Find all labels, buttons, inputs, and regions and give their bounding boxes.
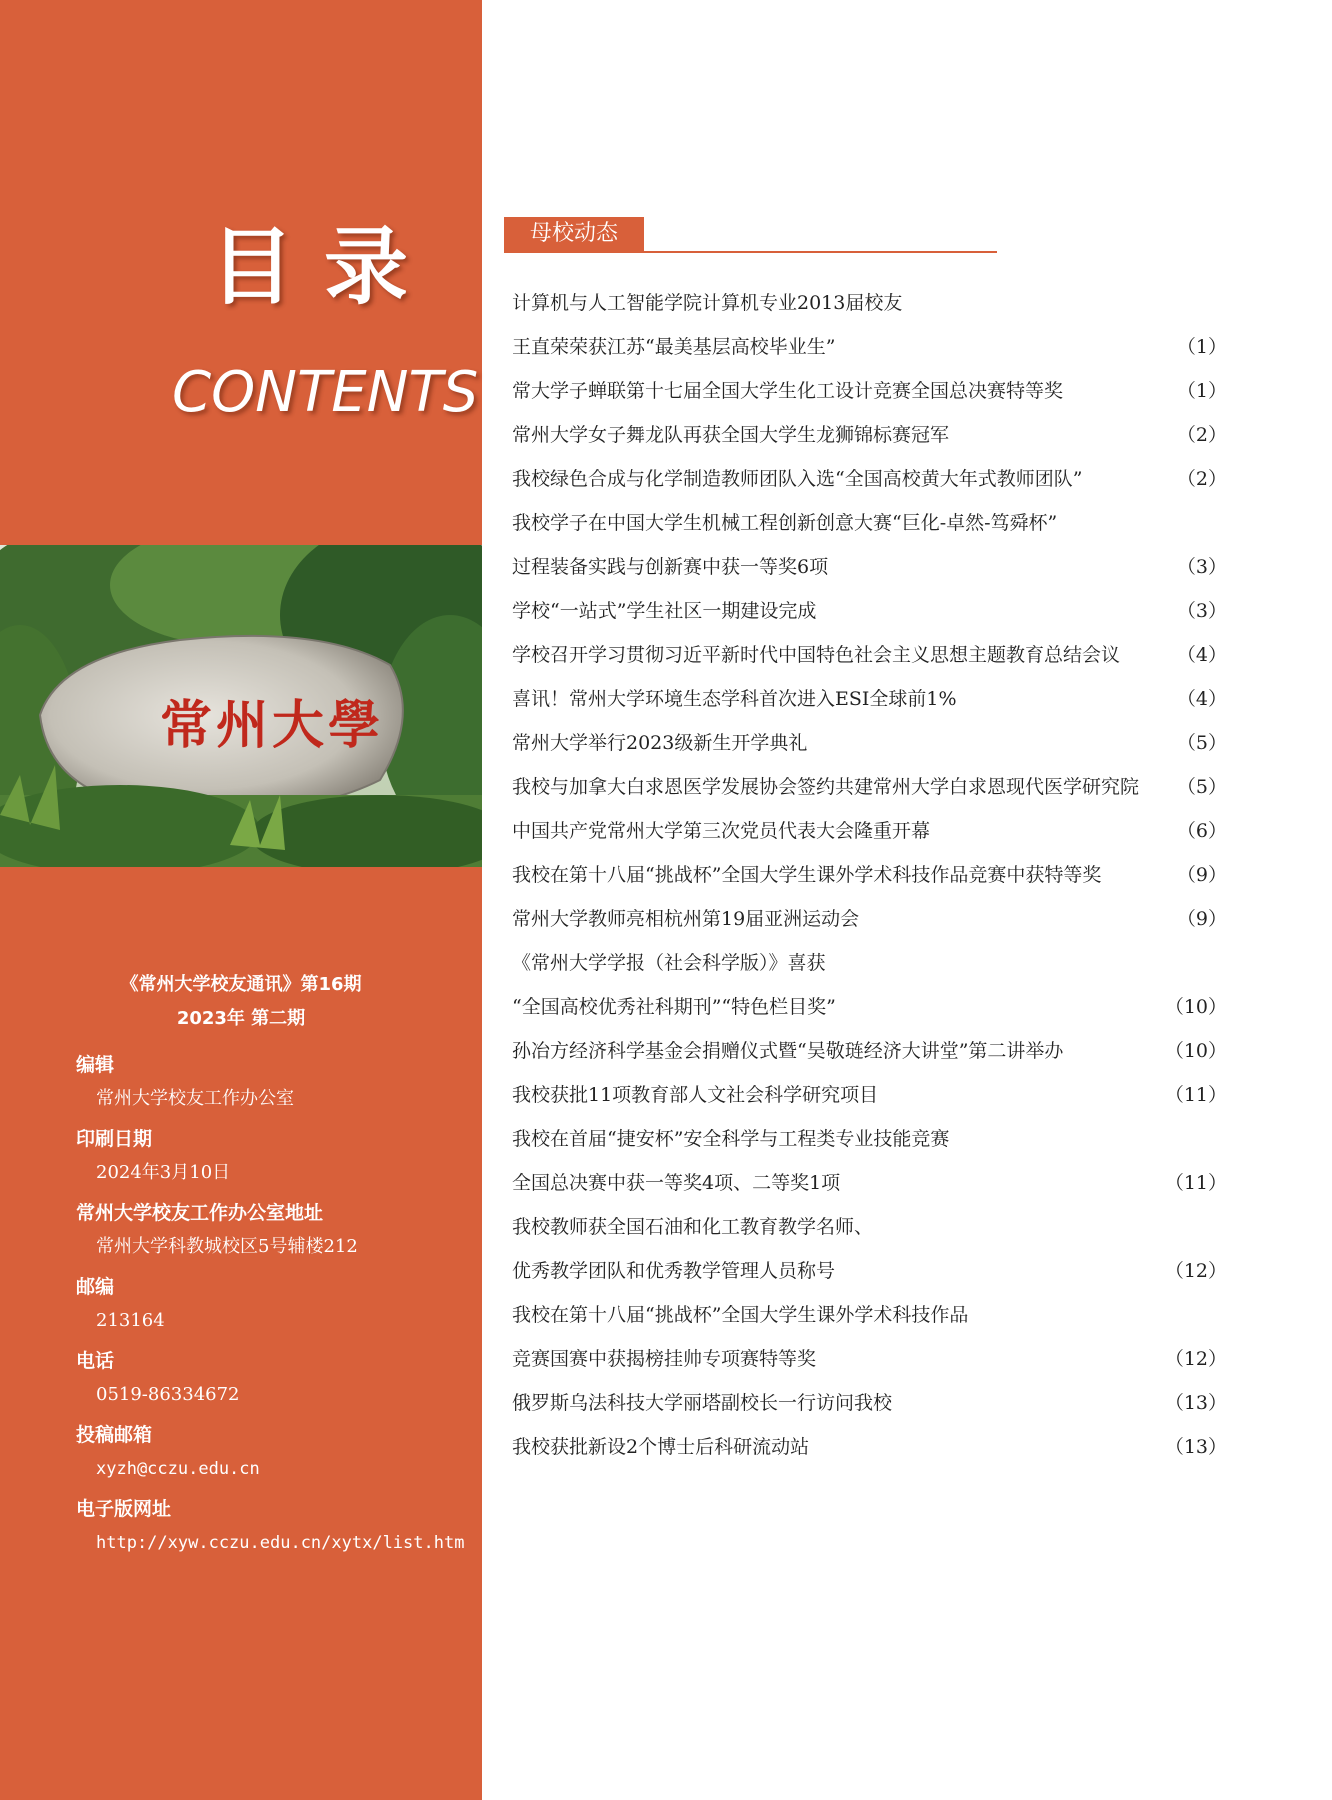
- section-title: 母校动态: [504, 217, 644, 251]
- title-english: CONTENTS: [172, 360, 479, 425]
- toc-entry-page: （1）: [1176, 336, 1227, 358]
- toc-entry-page: （2）: [1176, 424, 1227, 446]
- info-postcode: [76, 1270, 476, 1338]
- toc-entry[interactable]: [512, 547, 1227, 591]
- toc-entry-title: 《常州大学学报（社会科学版）》喜获: [512, 952, 826, 974]
- info-label: 电话: [76, 1350, 115, 1372]
- toc-entry-title: 我校绿色合成与化学制造教师团队入选“全国高校黄大年式教师团队”: [512, 468, 1083, 490]
- toc-entry-page: （10）: [1164, 1040, 1227, 1062]
- toc-entry[interactable]: [512, 327, 1227, 371]
- info-label: 编辑: [76, 1054, 115, 1076]
- toc-entry[interactable]: [512, 283, 1227, 327]
- toc-entry-title: 我校获批11项教育部人文社会科学研究项目: [512, 1084, 879, 1106]
- toc-entry-page: （10）: [1164, 996, 1227, 1018]
- toc-entry[interactable]: [512, 459, 1227, 503]
- toc-entry-title: 孙冶方经济科学基金会捐赠仪式暨“吴敬琏经济大讲堂”第二讲举办: [512, 1040, 1064, 1062]
- toc-entry[interactable]: [512, 1075, 1227, 1119]
- toc-entry-title: 优秀教学团队和优秀教学管理人员称号: [512, 1260, 836, 1282]
- toc-entry-title: 常大学子蝉联第十七届全国大学生化工设计竞赛全国总决赛特等奖: [512, 380, 1064, 402]
- toc-entry-page: （12）: [1164, 1348, 1227, 1370]
- toc-entry-title: 我校教师获全国石油和化工教育教学名师、: [512, 1216, 874, 1238]
- toc-entry-page: （4）: [1176, 644, 1227, 666]
- toc-entry-title: “全国高校优秀社科期刊”“特色栏目奖”: [512, 996, 836, 1018]
- toc-entry-page: （3）: [1176, 556, 1227, 578]
- toc-entry[interactable]: [512, 1383, 1227, 1427]
- toc-entry[interactable]: [512, 1163, 1227, 1207]
- toc-entry[interactable]: [512, 1295, 1227, 1339]
- info-address: [76, 1196, 476, 1264]
- info-print-date: [76, 1122, 476, 1190]
- toc-entry[interactable]: [512, 1251, 1227, 1295]
- toc-entry[interactable]: [512, 723, 1227, 767]
- toc-entry[interactable]: [512, 503, 1227, 547]
- toc-entry[interactable]: [512, 899, 1227, 943]
- toc-entry[interactable]: [512, 1427, 1227, 1471]
- toc-entry-page: （2）: [1176, 468, 1227, 490]
- toc-entry-title: 我校学子在中国大学生机械工程创新创意大赛“巨化-卓然-笃舜杯”: [512, 512, 1058, 534]
- toc-entry-title: 常州大学女子舞龙队再获全国大学生龙狮锦标赛冠军: [512, 424, 950, 446]
- toc-entry-page: （13）: [1164, 1392, 1227, 1414]
- info-value: 常州大学科教城校区5号辅楼212: [96, 1236, 358, 1257]
- info-value: 2024年3月10日: [96, 1162, 231, 1183]
- info-value: 0519-86334672: [96, 1384, 240, 1405]
- toc-entry[interactable]: [512, 635, 1227, 679]
- toc-entry-title: 常州大学举行2023级新生开学典礼: [512, 732, 808, 754]
- toc-entry[interactable]: [512, 811, 1227, 855]
- toc-entry-title: 王直荣荣获江苏“最美基层高校毕业生”: [512, 336, 836, 358]
- toc-entry-title: 俄罗斯乌法科技大学丽塔副校长一行访问我校: [512, 1392, 893, 1414]
- toc-entry[interactable]: [512, 987, 1227, 1031]
- toc-entry-page: （5）: [1176, 776, 1227, 798]
- section-header: [504, 217, 997, 253]
- info-label: 邮编: [76, 1276, 115, 1298]
- toc-entry[interactable]: [512, 1339, 1227, 1383]
- toc-entry-page: （5）: [1176, 732, 1227, 754]
- toc-entry-title: 我校在首届“捷安杯”安全科学与工程类专业技能竞赛: [512, 1128, 950, 1150]
- toc-entry[interactable]: [512, 679, 1227, 723]
- toc-entry-title: 学校“一站式”学生社区一期建设完成: [512, 600, 817, 622]
- email-link[interactable]: xyzh@cczu.edu.cn: [96, 1459, 260, 1479]
- toc-entry-page: （6）: [1176, 820, 1227, 842]
- info-label: 印刷日期: [76, 1128, 153, 1150]
- info-label: 电子版网址: [76, 1498, 172, 1520]
- toc-entry-page: （4）: [1176, 688, 1227, 710]
- toc-entry-title: 我校在第十八届“挑战杯”全国大学生课外学术科技作品竞赛中获特等奖: [512, 864, 1102, 886]
- issue-number: 2023年 第二期: [176, 1008, 306, 1029]
- toc-entry-page: （12）: [1164, 1260, 1227, 1282]
- toc-entry-page: （13）: [1164, 1436, 1227, 1458]
- info-label: 常州大学校友工作办公室地址: [76, 1202, 324, 1224]
- toc-entry-title: 全国总决赛中获一等奖4项、二等奖1项: [512, 1172, 841, 1194]
- toc-entry[interactable]: [512, 1207, 1227, 1251]
- toc-entry[interactable]: [512, 855, 1227, 899]
- toc-entry-title: 我校与加拿大白求恩医学发展协会签约共建常州大学白求恩现代医学研究院: [512, 776, 1140, 798]
- toc-entry-title: 计算机与人工智能学院计算机专业2013届校友: [512, 292, 903, 314]
- info-editor: [76, 1048, 476, 1116]
- toc-entry-title: 喜讯！常州大学环境生态学科首次进入ESI全球前1%: [512, 688, 957, 710]
- info-phone: [76, 1344, 476, 1412]
- toc-entry-title: 过程装备实践与创新赛中获一等奖6项: [512, 556, 829, 578]
- toc-entry-page: （3）: [1176, 600, 1227, 622]
- title-chinese: 目录: [210, 217, 439, 316]
- toc-entry-page: （9）: [1176, 908, 1227, 930]
- table-of-contents: [512, 283, 1227, 1471]
- toc-entry-page: （9）: [1176, 864, 1227, 886]
- publication-info: [76, 1048, 476, 1566]
- toc-entry[interactable]: [512, 1031, 1227, 1075]
- info-value: 213164: [96, 1310, 165, 1331]
- toc-entry-title: 中国共产党常州大学第三次党员代表大会隆重开幕: [512, 820, 931, 842]
- issue-info: [0, 968, 482, 1036]
- toc-entry[interactable]: [512, 591, 1227, 635]
- toc-entry[interactable]: [512, 767, 1227, 811]
- toc-entry-page: （11）: [1164, 1172, 1227, 1194]
- toc-entry[interactable]: [512, 1119, 1227, 1163]
- campus-photo: [0, 545, 482, 867]
- info-email: [76, 1418, 476, 1486]
- issue-title: 《常州大学校友通讯》第16期: [120, 974, 362, 995]
- toc-entry-page: （1）: [1176, 380, 1227, 402]
- sidebar: [0, 0, 482, 1800]
- info-website: [76, 1492, 476, 1560]
- toc-entry-title: 竞赛国赛中获揭榜挂帅专项赛特等奖: [512, 1348, 817, 1370]
- toc-entry[interactable]: [512, 415, 1227, 459]
- toc-entry-title: 我校获批新设2个博士后科研流动站: [512, 1436, 810, 1458]
- toc-entry[interactable]: [512, 371, 1227, 415]
- toc-entry-title: 学校召开学习贯彻习近平新时代中国特色社会主义思想主题教育总结会议: [512, 644, 1121, 666]
- toc-entry-page: （11）: [1164, 1084, 1227, 1106]
- toc-entry-title: 我校在第十八届“挑战杯”全国大学生课外学术科技作品: [512, 1304, 969, 1326]
- info-value: 常州大学校友工作办公室: [96, 1088, 294, 1109]
- info-label: 投稿邮箱: [76, 1424, 153, 1446]
- website-link[interactable]: http://xyw.cczu.edu.cn/xytx/list.htm: [96, 1533, 465, 1553]
- photo-stone-inscription: 常州大學: [160, 695, 385, 756]
- toc-entry[interactable]: [512, 943, 1227, 987]
- toc-entry-title: 常州大学教师亮相杭州第19届亚洲运动会: [512, 908, 860, 930]
